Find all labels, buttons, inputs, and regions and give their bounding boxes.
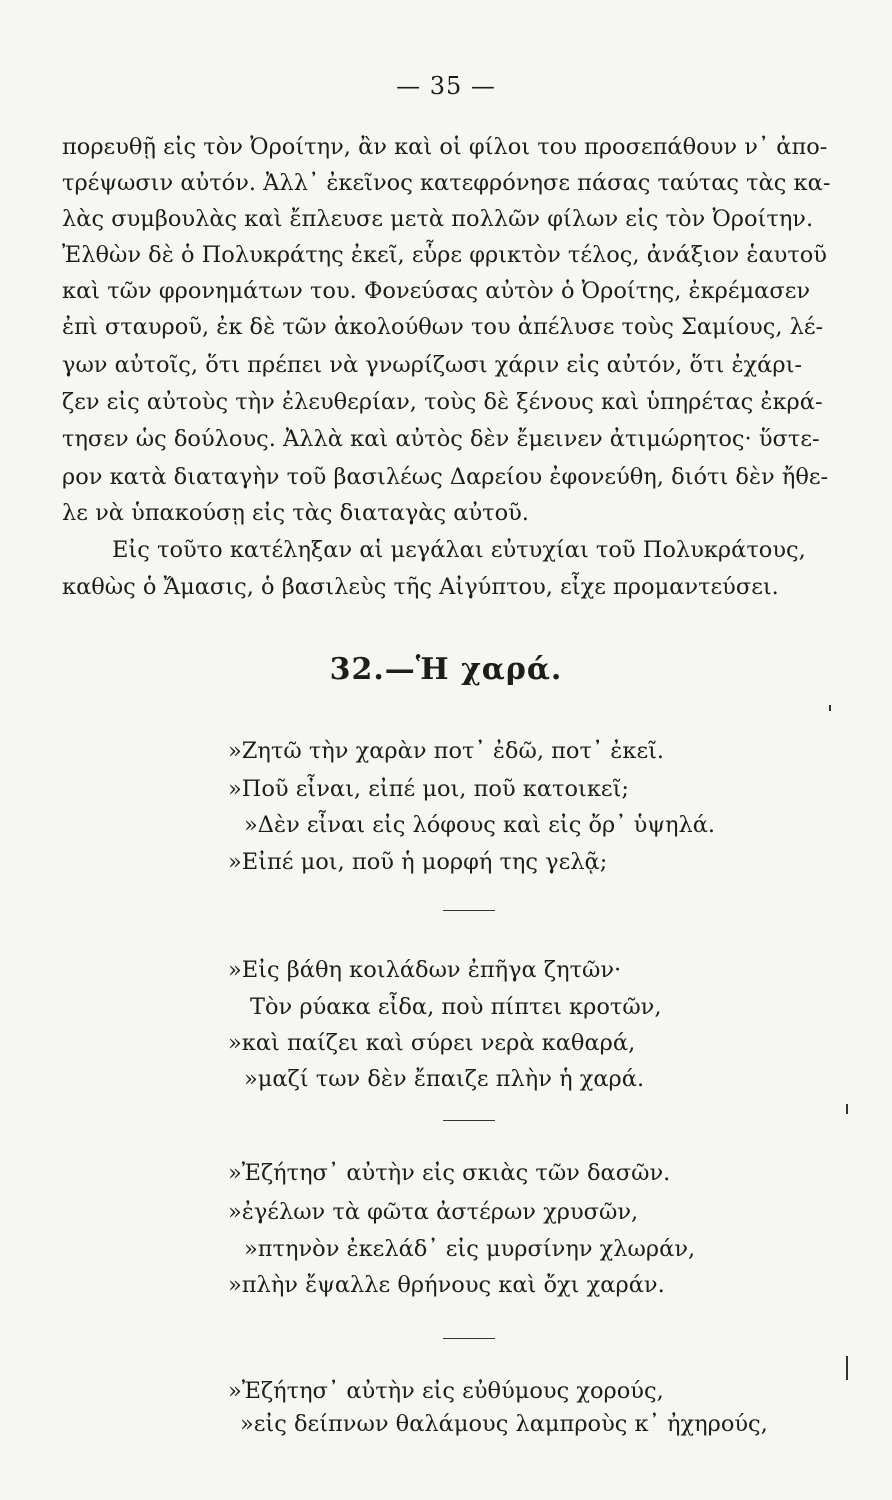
poem-line: »πτηνὸν ἐκελάδ᾽ εἰς μυρσίνην χλωράν, [244,1236,696,1262]
margin-mark [846,1104,848,1114]
margin-mark [829,705,831,711]
poem-line: »Δὲν εἶναι εἰς λόφους καὶ εἰς ὄρ᾽ ὑψηλά. [244,812,716,838]
stanza-divider [443,1120,495,1121]
prose-line: γων αὐτοῖς, ὅτι πρέπει νὰ γνωρίζωσι χάριν εἰς αὐτόν, ὅτι ἐχάρι- [62,352,803,378]
prose-line: καθὼς ὁ Ἄμασις, ὁ βασιλεὺς τῆς Αἰγύπτου, εἶχε προμαντεύσει. [62,574,779,600]
poem-line: »Ποῦ εἶναι, εἰπέ μοι, ποῦ κατοικεῖ; [228,776,629,802]
page-number: — 35 — [396,72,496,100]
poem-line: »Ἐζήτησ᾽ αὐτὴν εἰς σκιὰς τῶν δασῶν. [228,1160,671,1186]
prose-line: Εἰς τοῦτο κατέληξαν αἱ μεγάλαι εὐτυχίαι τοῦ Πολυκράτους, [112,537,806,563]
poem-line: »μαζί των δὲν ἔπαιζε πλὴν ἡ χαρά. [244,1066,645,1092]
poem-line: »ἐγέλων τὰ φῶτα ἀστέρων χρυσῶν, [228,1199,639,1225]
prose-line: ρον κατὰ διαταγὴν τοῦ βασιλέως Δαρείου ἐφονεύθη, διότι δὲν ἤθε- [62,464,829,490]
poem-line: »Εἰς βάθη κοιλάδων ἐπῆγα ζητῶν· [228,957,622,983]
prose-line: λὰς συμβουλὰς καὶ ἔπλευσε μετὰ πολλῶν φίλων εἰς τὸν Ὀροίτην. [62,206,814,232]
prose-line: Ἐλθὼν δὲ ὁ Πολυκράτης ἐκεῖ, εὗρε φρικτὸν τέλος, ἀνάξιον ἑαυτοῦ [62,242,827,268]
prose-line: τρέψωσιν αὐτόν. Ἀλλ᾽ ἐκεῖνος κατεφρόνησε πάσας ταύτας τὰς κα- [62,170,831,196]
poem-line: Τὸν ρύακα εἶδα, ποὺ πίπτει κροτῶν, [250,994,662,1020]
poem-line: »Ἐζήτησ᾽ αὐτὴν εἰς εὐθύμους χορούς, [228,1378,664,1404]
poem-line: »καὶ παίζει καὶ σύρει νερὰ καθαρά, [228,1030,636,1056]
stanza-divider [443,1338,495,1339]
prose-line: πορευθῇ εἰς τὸν Ὀροίτην, ἂν καὶ οἱ φίλοι του προσεπάθουν ν᾽ ἀπο- [62,134,828,160]
stanza-divider [443,910,495,911]
prose-line: καὶ τῶν φρονημάτων του. Φονεύσας αὐτὸν ὁ Ὀροίτης, ἐκρέμασεν [62,278,811,304]
prose-line: ἐπὶ σταυροῦ, ἐκ δὲ τῶν ἀκολούθων του ἀπέλυσε τοὺς Σαμίους, λέ- [62,314,824,340]
section-heading: 32.—Ἡ χαρά. [329,652,563,687]
poem-line: »Εἰπέ μοι, ποῦ ἡ μορφή της γελᾷ; [228,849,608,875]
margin-mark [846,1356,848,1380]
prose-line: λε νὰ ὑπακούσῃ εἰς τὰς διαταγὰς αὐτοῦ. [62,500,529,526]
poem-line: »πλὴν ἔψαλλε θρήνους καὶ ὄχι χαράν. [228,1272,665,1298]
prose-line: τησεν ὡς δούλους. Ἀλλὰ καὶ αὐτὸς δὲν ἔμεινεν ἀτιμώρητος· ὕστε- [62,426,820,452]
poem-line: »Ζητῶ τὴν χαρὰν ποτ᾽ ἐδῶ, ποτ᾽ ἐκεῖ. [228,738,665,764]
prose-line: ζεν εἰς αὐτοὺς τὴν ἐλευθερίαν, τοὺς δὲ ξένους καὶ ὑπηρέτας ἐκρά- [62,389,823,415]
poem-line: »εἰς δείπνων θαλάμους λαμπροὺς κ᾽ ἠχηρούς, [240,1411,768,1437]
